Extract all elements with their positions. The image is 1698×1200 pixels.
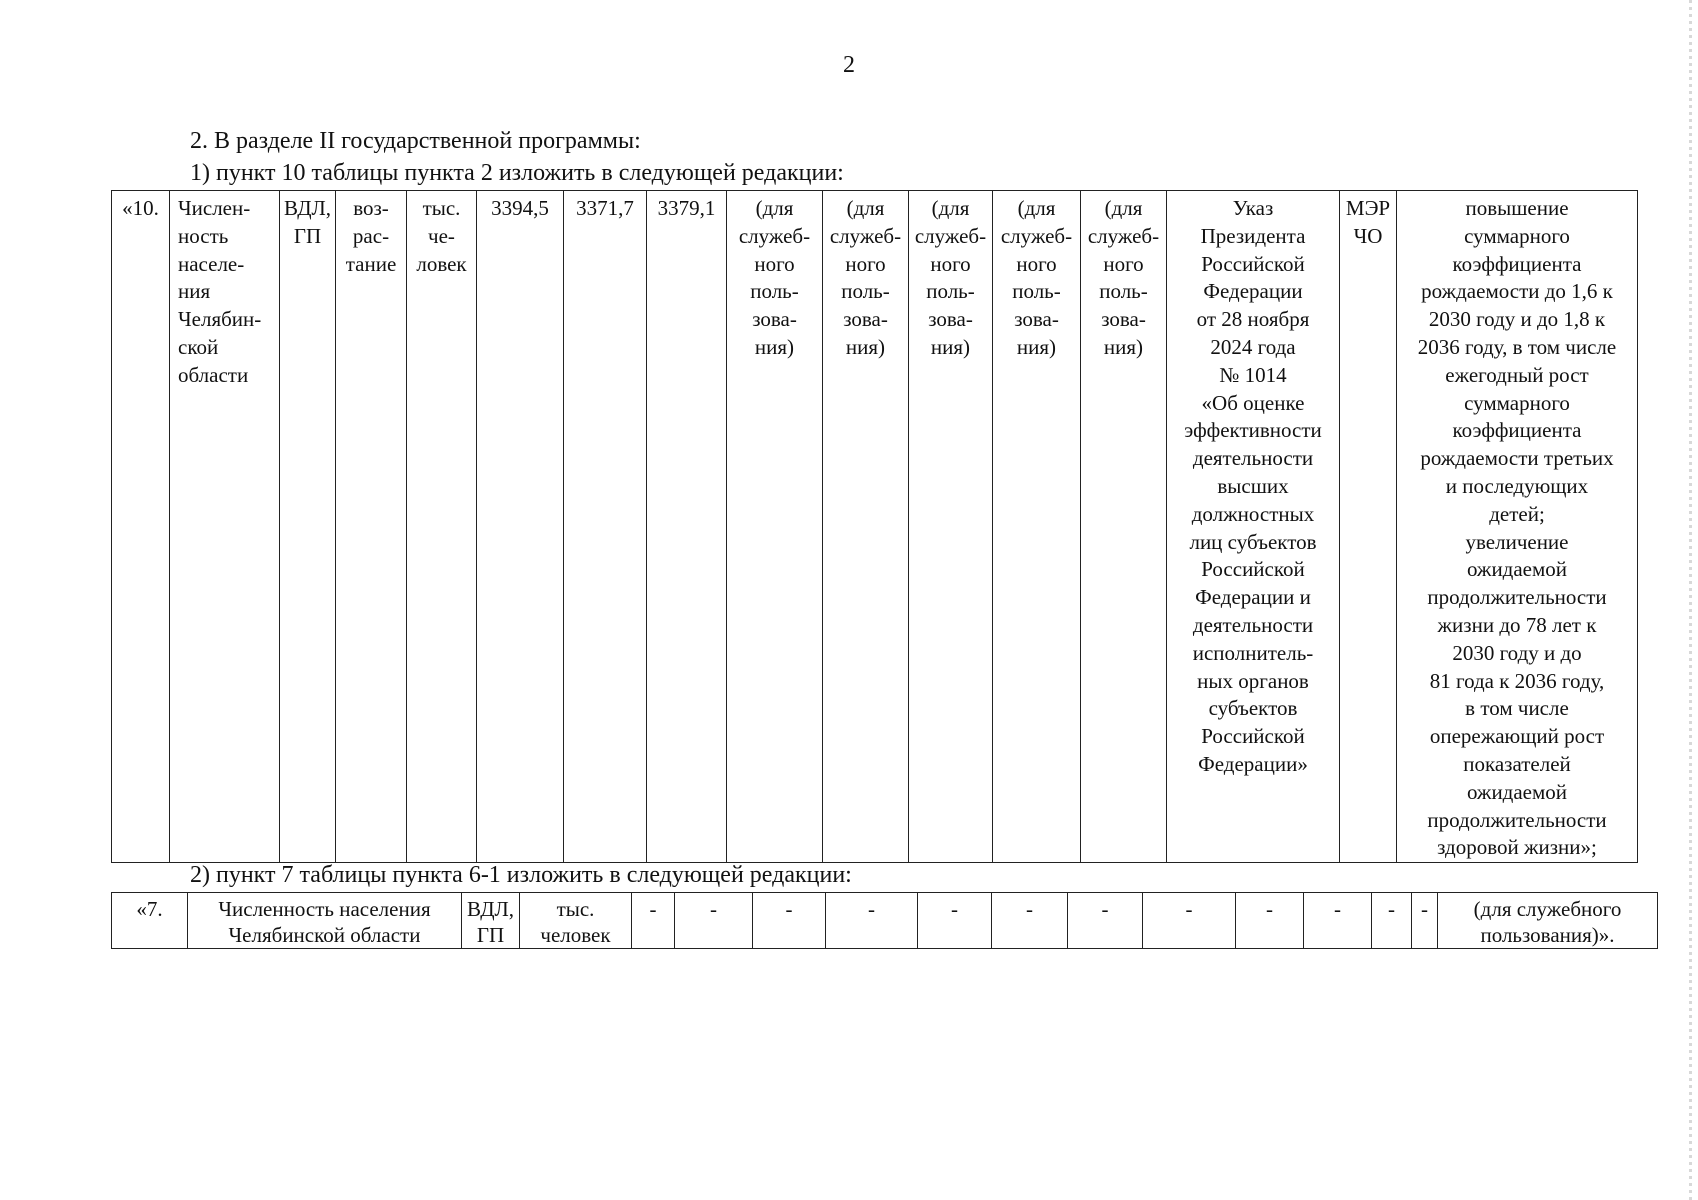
- dash-cell: -: [675, 893, 753, 949]
- restricted-cell: (для служеб- ного поль- зова- ния): [909, 191, 993, 863]
- dash-cell: -: [918, 893, 992, 949]
- unit: тыс. че- ловек: [407, 191, 477, 863]
- source-document: Указ Президента Российской Федерации от 28 ноября 2024 года № 1014 «Об оценке эффективности деятельности высших должностных лиц субъектов Российской Федерации и деятельности исполнитель- ных органов субъектов Российской Федерации»: [1167, 191, 1340, 863]
- restricted-cell: (для служеб- ного поль- зова- ния): [993, 191, 1081, 863]
- dash-cell: -: [1143, 893, 1236, 949]
- value-cell: 3371,7: [564, 191, 647, 863]
- national-goal: повышение суммарного коэффициента рождаемости до 1,6 к 2030 году и до 1,8 к 2036 году, в том числе ежегодный рост суммарного коэффициента рождаемости третьих и последующих детей; увеличение ожидаемой продолжительности жизни до 78 лет к 2030 году и до 81 года к 2036 году, в том числе опережающий рост показателей ожидаемой продолжительности здоровой жизни»;: [1397, 191, 1638, 863]
- section-intro: 2. В разделе II государственной программы:: [190, 128, 641, 154]
- dash-cell: -: [1236, 893, 1304, 949]
- table-row: [112, 893, 1658, 949]
- indicator-name: Численность населения Челябинской области: [188, 893, 462, 949]
- trend: воз- рас- тание: [336, 191, 407, 863]
- value-cell: 3379,1: [647, 191, 727, 863]
- table-item-7: [111, 892, 1658, 949]
- dash-cell: -: [1068, 893, 1143, 949]
- table-row: [112, 191, 1638, 863]
- dash-cell: -: [1412, 893, 1438, 949]
- restricted-note: (для служебного пользования)».: [1438, 893, 1658, 949]
- table-item-10: [111, 190, 1638, 863]
- unit: тыс. человек: [520, 893, 632, 949]
- dash-cell: -: [1304, 893, 1372, 949]
- page-number: 2: [843, 52, 855, 78]
- scan-edge: [1689, 0, 1692, 1200]
- indicator-level: ВДЛ, ГП: [280, 191, 336, 863]
- value-cell: 3394,5: [477, 191, 564, 863]
- dash-cell: -: [632, 893, 675, 949]
- item-2-heading: 2) пункт 7 таблицы пункта 6-1 изложить в следующей редакции:: [190, 862, 852, 888]
- indicator-name: Числен- ность населе- ния Челябин- ской области: [170, 191, 280, 863]
- item-1-heading: 1) пункт 10 таблицы пункта 2 изложить в следующей редакции:: [190, 160, 844, 186]
- row-number: «7.: [112, 893, 188, 949]
- dash-cell: -: [826, 893, 918, 949]
- row-number: «10.: [112, 191, 170, 863]
- dash-cell: -: [1372, 893, 1412, 949]
- dash-cell: -: [992, 893, 1068, 949]
- restricted-cell: (для служеб- ного поль- зова- ния): [727, 191, 823, 863]
- dash-cell: -: [753, 893, 826, 949]
- restricted-cell: (для служеб- ного поль- зова- ния): [823, 191, 909, 863]
- responsible-body: МЭР ЧО: [1340, 191, 1397, 863]
- indicator-level: ВДЛ, ГП: [462, 893, 520, 949]
- restricted-cell: (для служеб- ного поль- зова- ния): [1081, 191, 1167, 863]
